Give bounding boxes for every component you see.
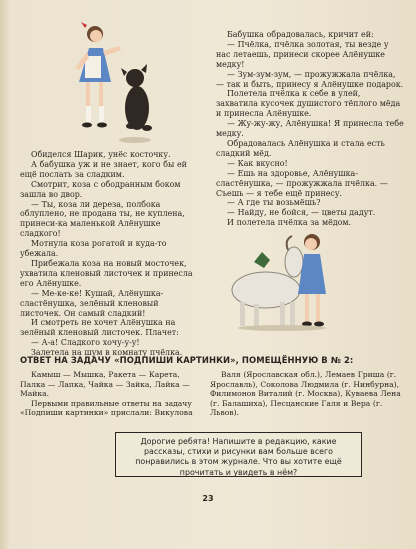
story-paragraph: — Жу-жу-жу, Алёнушка! Я принесла тебе медку. <box>216 119 404 139</box>
story-left-column <box>20 150 200 358</box>
editorial-notice-box: Дорогие ребята! Напишите в редакцию, какие рассказы, стихи и рисунки вам больше всего понравились в этом журнале. Что вы хотите ещё прочитать и увидеть в нём? <box>115 432 362 477</box>
answer-heading: ОТВЕТ НА ЗАДАЧУ «ПОДПИШИ КАРТИНКИ», ПОМЕЩЁННУЮ В № 2: <box>20 355 354 365</box>
story-paragraph: Обиделся Шарик, унёс косточку. <box>31 150 171 159</box>
answers-left-column <box>20 370 204 418</box>
story-paragraph: Залетела на шум в комнату пчёлка. <box>31 348 183 358</box>
story-paragraph: — Ты, коза ли дереза, полбока облуплено, не продана ты, не куплена, принеси-ка маленькой Алёнушке сладкого! <box>20 199 185 239</box>
story-paragraph: Мотнула коза рогатой и куда-то убежала. <box>20 239 167 259</box>
story-paragraph: Полетела пчёлка к себе в улей, захватила кусочек душистого тёплого мёда и принесла Алёнушке. <box>216 89 401 119</box>
story-paragraph: — А где ты возьмёшь? <box>227 198 321 208</box>
story-right-column <box>216 30 404 228</box>
goat-and-girl-illustration <box>228 220 338 332</box>
answers-right-column <box>210 370 406 418</box>
girl-and-dog-illustration <box>55 18 165 148</box>
story-paragraph: — Как вкусно! <box>227 158 288 168</box>
story-paragraph: — Ешь на здоровье, Алёнушка-сластёнушка, — прожужжала пчёлка. — Съешь — я тебе ещё принесу. <box>216 168 388 198</box>
story-paragraph: Прибежала коза на новый мосточек, ухватила кленовый листочек и принесла его Алёнушке. <box>20 258 193 288</box>
story-paragraph: Бабушка обрадовалась, кричит ей: <box>227 30 374 39</box>
story-paragraph: А бабушка уж и не знает, кого бы ей ещё послать за сладким. <box>20 159 187 179</box>
story-paragraph: И полетела пчёлка за мёдом. <box>227 218 352 228</box>
story-paragraph: — Пчёлка, пчёлка золотая, ты везде у нас летаешь, принеси скорее Алёнушке медку! <box>216 39 389 69</box>
story-paragraph: — Ме-ке-ке! Кушай, Алёнушка-сластёнушка, зелёный кленовый листочек. Он самый сладкий! <box>20 288 164 318</box>
story-paragraph: — Зум-зум-зум, — прожужжала пчёлка, — так и быть, принесу я Алёнушке подарок. <box>216 69 404 89</box>
story-paragraph: Обрадовалась Алёнушка и стала есть сладкий мёд. <box>216 138 385 158</box>
page-number: 23 <box>202 494 214 503</box>
story-paragraph: Смотрит, коза с ободранным боком зашла во двор. <box>20 179 181 199</box>
story-paragraph: — Найду, не бойся, — цветы дадут. <box>227 208 376 218</box>
answer-paragraph: Первыми правильные ответы на задачу «Подпиши картинки» прислали: Викулова <box>20 398 193 418</box>
story-paragraph: — А-а! Сладкого хочу-у-у! <box>31 338 140 348</box>
story-paragraph: И смотреть не хочет Алёнушка на зелёный кленовый листочек. Плачет: <box>20 318 179 338</box>
answer-paragraph: Камыш — Мышка, Ракета — Карета, Палка — Лапка, Чайка — Зайка, Лайка — Майка. <box>20 370 190 399</box>
answer-paragraph: Валя (Ярославская обл.), Лемаев Гриша (г. Ярославль), Соколова Людмила (г. Нинбурна), Филимонов Виталий (г. Москва), Кувaева Лена (г. Балашиха), Песцанские Галя и Вера (г. Львов). <box>210 370 401 418</box>
